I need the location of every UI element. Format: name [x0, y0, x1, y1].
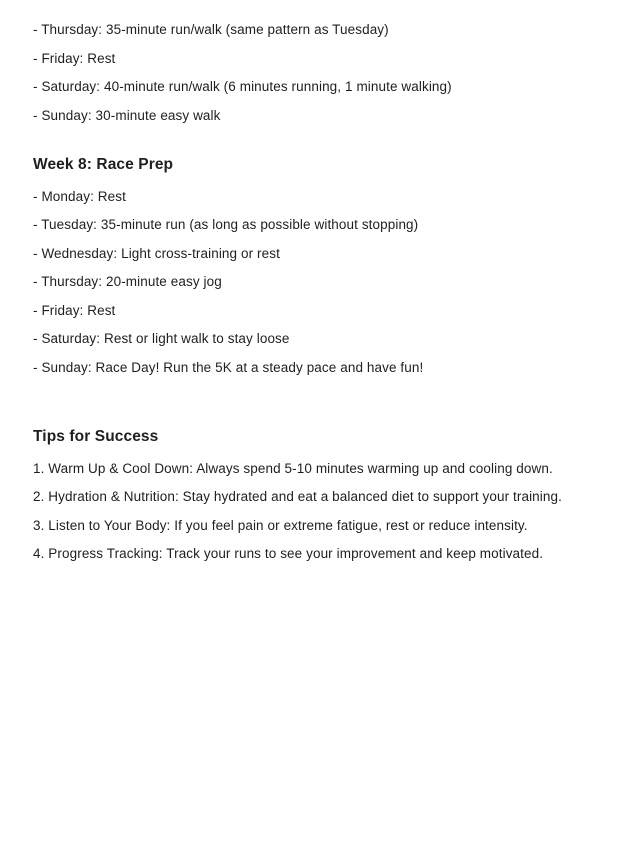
list-item-friday-week8: - Friday: Rest	[33, 302, 116, 318]
tip-item-4: 4. Progress Tracking: Track your runs to see your improvement and keep motivated.	[33, 546, 544, 561]
section-heading-tips: Tips for Success	[33, 427, 159, 445]
tip-item-2: 2. Hydration & Nutrition: Stay hydrated and eat a balanced diet to support your training.	[33, 489, 562, 504]
tip-item-1: 1. Warm Up & Cool Down: Always spend 5-10 minutes warming up and cooling down.	[33, 460, 553, 476]
list-item-sunday-week8: - Sunday: Race Day! Run the 5K at a steady pace and have fun!	[33, 359, 424, 375]
tip-item-3: 3. Listen to Your Body: If you feel pain or extreme fatigue, rest or reduce intensity.	[33, 517, 528, 533]
list-item-monday-week8: - Monday: Rest	[33, 188, 126, 204]
list-item-thursday-week7: - Thursday: 35-minute run/walk (same pattern as Tuesday)	[33, 22, 389, 37]
section-heading-week8: Week 8: Race Prep	[33, 155, 174, 173]
list-item-friday-week7: - Friday: Rest	[33, 50, 116, 66]
list-item-saturday-week8: - Saturday: Rest or light walk to stay loose	[33, 331, 290, 346]
list-item-sunday-week7: - Sunday: 30-minute easy walk	[33, 107, 221, 123]
list-item-saturday-week7: - Saturday: 40-minute run/walk (6 minutes running, 1 minute walking)	[33, 79, 452, 94]
list-item-tuesday-week8: - Tuesday: 35-minute run (as long as possible without stopping)	[33, 217, 419, 232]
list-item-wednesday-week8: - Wednesday: Light cross-training or rest	[33, 245, 280, 261]
list-item-thursday-week8: - Thursday: 20-minute easy jog	[33, 274, 222, 289]
